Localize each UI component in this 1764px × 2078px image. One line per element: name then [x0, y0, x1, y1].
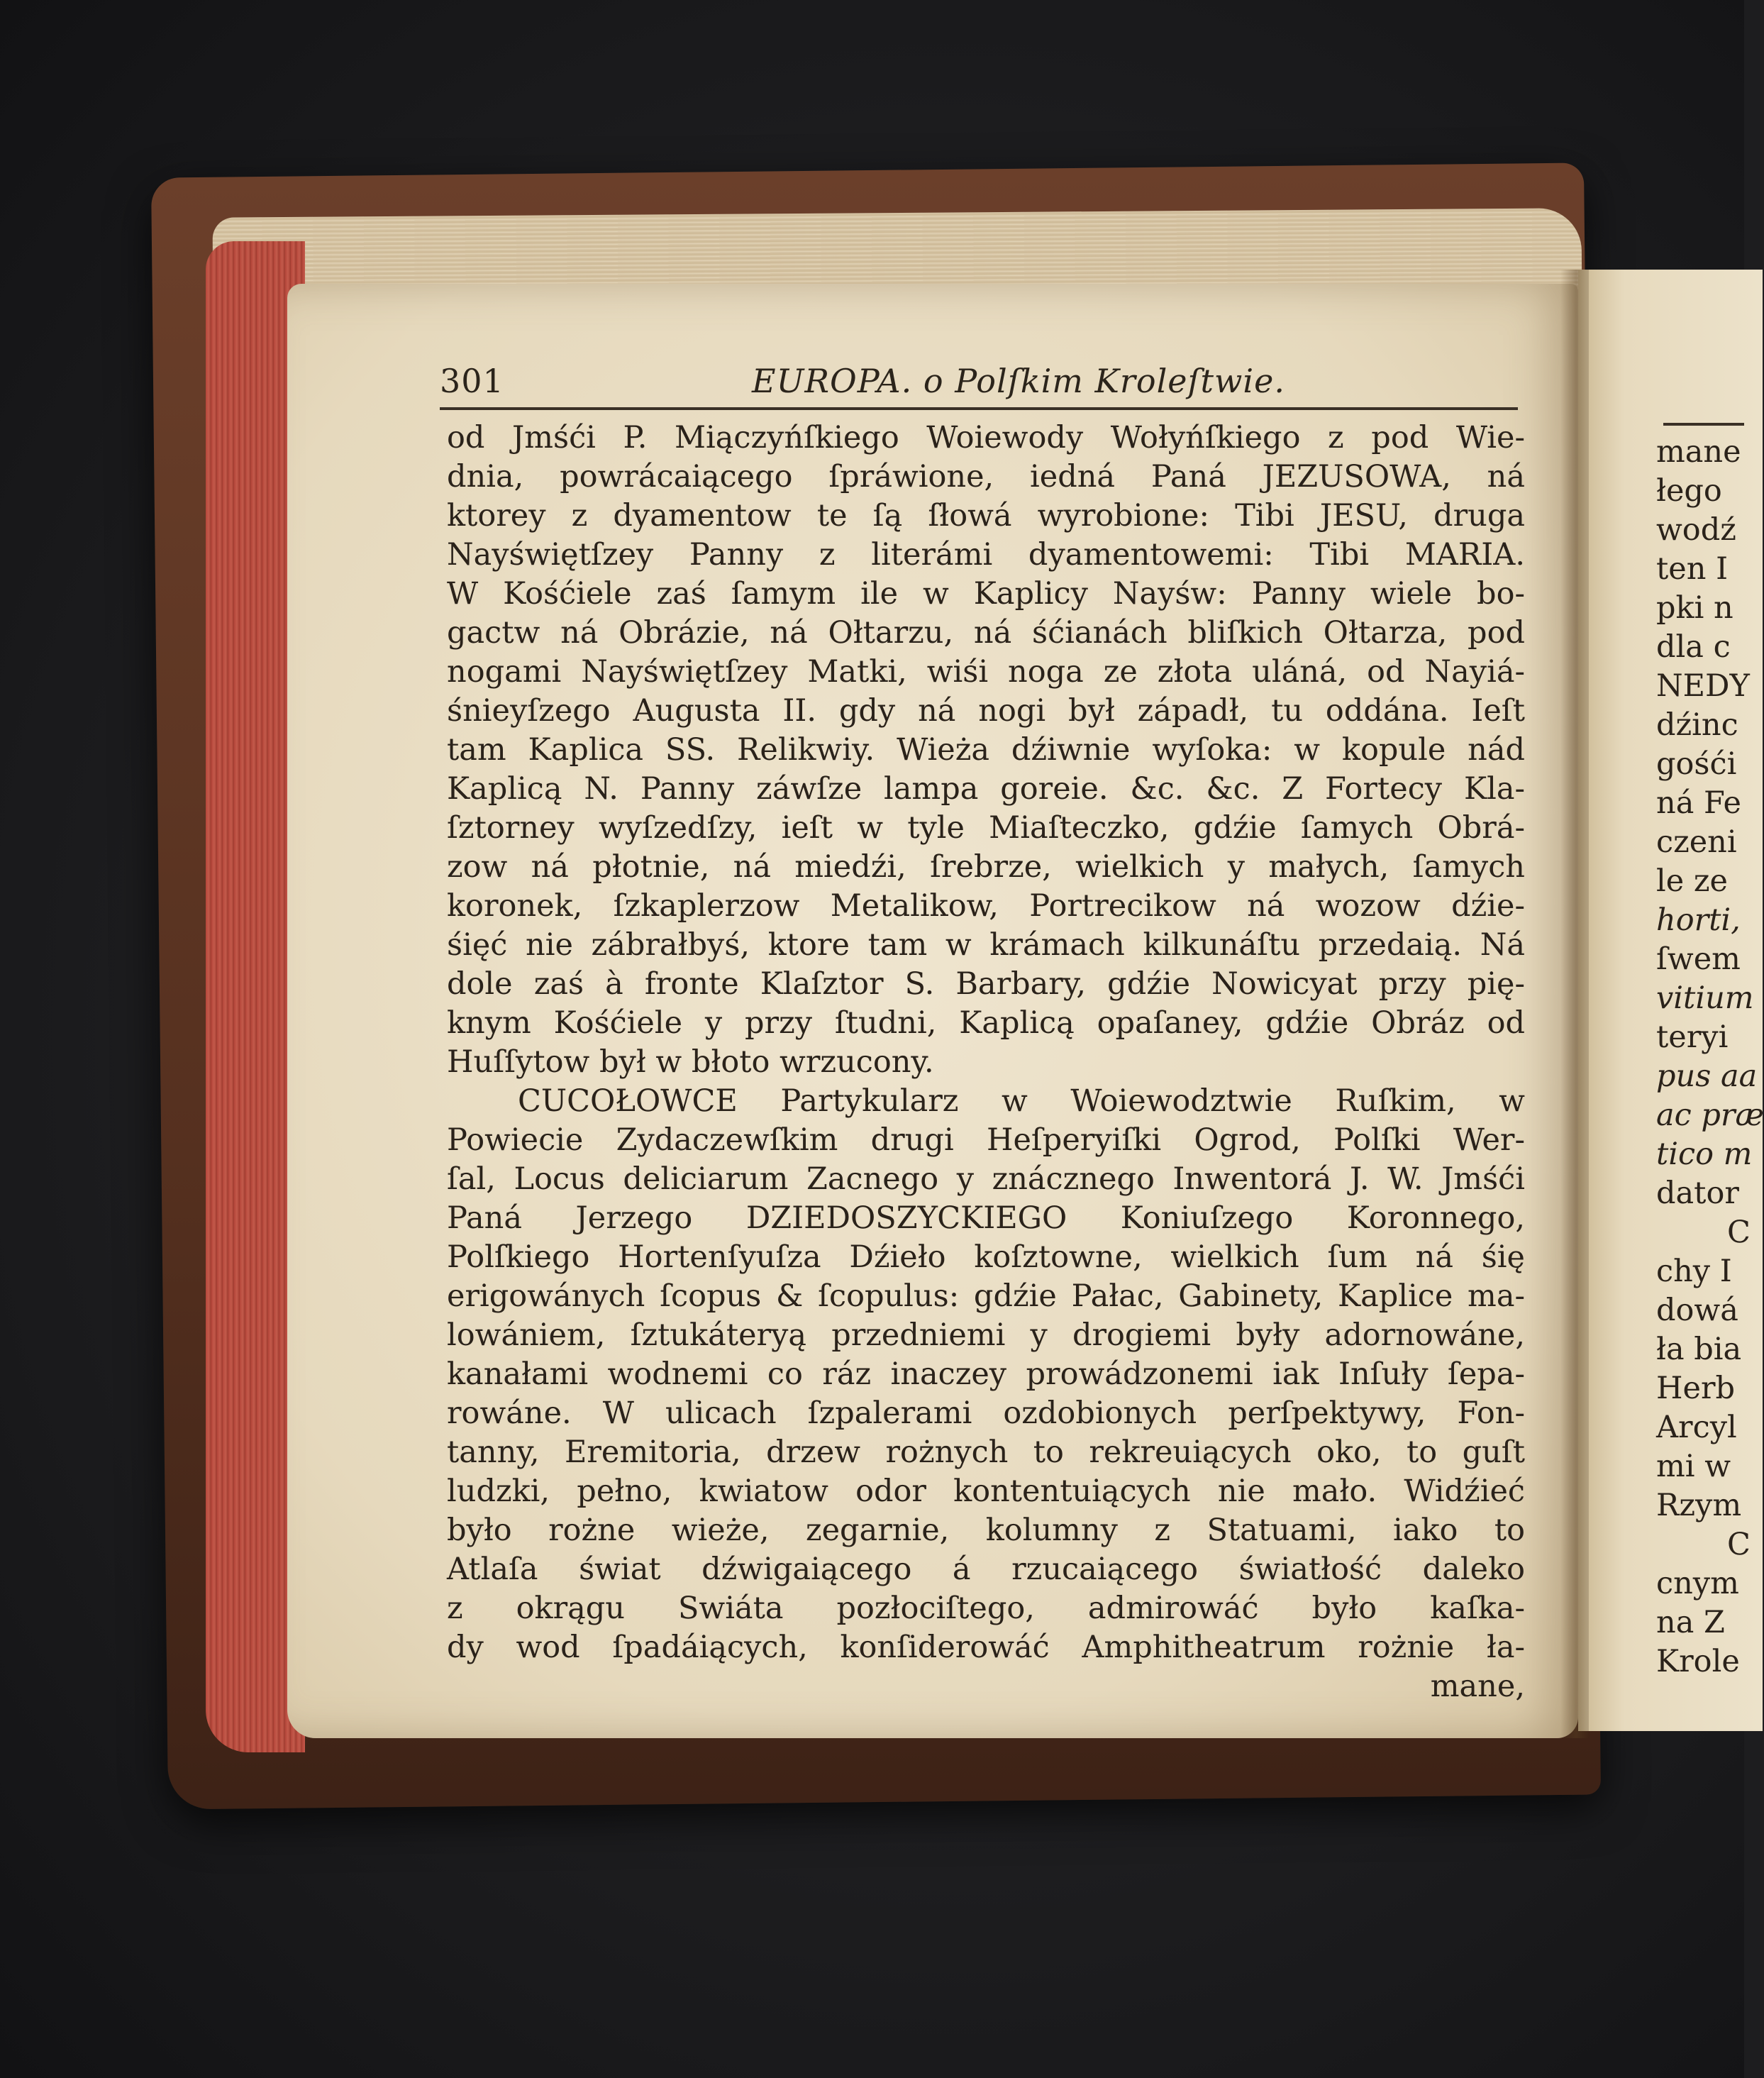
text-line: pus aa: [1656, 1059, 1758, 1094]
right-page-rule: [1663, 423, 1744, 426]
text-line: Rzym: [1656, 1488, 1742, 1523]
catchword: mane,: [1430, 1669, 1525, 1704]
page-header: [440, 362, 1546, 411]
text-line: nogami Nayświętſzey Matki, wiśi noga ze złota uláná, od Nayiá-: [447, 654, 1525, 690]
text-line: Powiecie Zydaczewſkim drugi Heſperyiſki Ogrod, Polſki Wer-: [447, 1122, 1525, 1158]
text-line: pki n: [1656, 590, 1734, 626]
text-line: ludzki, pełno, kwiatow odor kontentuiących nie mało. Widźieć: [447, 1474, 1525, 1509]
text-line: C: [1727, 1527, 1751, 1562]
text-line: było rożne wieże, zegarnie, kolumny z Statuami, iako to: [447, 1513, 1525, 1548]
text-line: tam Kaplica SS. Relikwiy. Wieża dźiwnie wyſoka: w kopule nád: [447, 732, 1525, 768]
page-number: 301: [440, 362, 504, 400]
right-page-text: [1656, 433, 1764, 1681]
text-line: ſztorney wyſzedſzy, ieſt w tyle Miaſteczko, gdźie ſamych Obrá-: [447, 810, 1525, 846]
text-line: CUCOŁOWCE Partykularz w Woiewodztwie Ruſkim, w: [518, 1083, 1525, 1119]
text-line: erigowánych ſcopus & ſcopulus: gdźie Pałac, Gabinety, Kaplice ma-: [447, 1278, 1525, 1314]
text-line: Huſſytow był w błoto wrzucony.: [447, 1044, 934, 1080]
text-line: Nayświętſzey Panny z literámi dyamentowemi: Tibi MARIA.: [447, 537, 1525, 573]
text-line: ac præ: [1656, 1098, 1764, 1133]
text-line: gośći: [1656, 746, 1737, 782]
text-line: ná Fe: [1656, 785, 1741, 821]
text-line: kanałami wodnemi co ráz inaczey prowádzonemi iak Inſuły ſepa-: [447, 1356, 1525, 1392]
text-line: W Kośćiele zaś ſamym ile w Kaplicy Nayśw: Panny wiele bo-: [447, 576, 1525, 612]
text-line: horti,: [1656, 902, 1741, 938]
text-line: od Jmśći P. Miączyńſkiego Woiewody Wołyńſkiego z pod Wie-: [447, 420, 1525, 455]
text-line: śięć nie zábrałbyś, ktore tam w krámach kilkunáſtu przedaią. Ná: [447, 927, 1525, 963]
text-line: NEDY: [1656, 668, 1750, 704]
text-line: dowá: [1656, 1293, 1738, 1328]
running-title: EUROPA. o Polſkim Kroleſtwie.: [752, 362, 1285, 400]
text-line: chy I: [1656, 1254, 1732, 1289]
text-line: dźinc: [1656, 707, 1738, 743]
text-line: ſal, Locus deliciarum Zacnego y znácznego Inwentorá J. W. Jmśći: [447, 1161, 1525, 1197]
text-line: łego: [1656, 473, 1722, 509]
text-line: Arcyl: [1656, 1410, 1737, 1445]
text-line: gactw ná Obrázie, ná Ołtarzu, ná śćianách bliſkich Ołtarza, pod: [447, 615, 1525, 651]
text-line: cnym: [1656, 1566, 1739, 1601]
text-line: wodź: [1656, 512, 1736, 548]
text-line: Atlaſa świat dźwigaiącego á rzucaiącego światłość daleko: [447, 1552, 1525, 1587]
text-line: ten I: [1656, 551, 1729, 587]
text-line: ſwem: [1656, 941, 1741, 977]
book-gutter: [1560, 270, 1589, 1738]
text-line: zow ná płotnie, ná miedźi, ſrebrze, wielkich y małych, ſamych: [447, 849, 1525, 885]
text-line: mane: [1656, 434, 1741, 470]
text-line: tanny, Eremitoria, drzew rożnych to rekreuiących oko, to guſt: [447, 1435, 1525, 1470]
text-line: dole zaś à fronte Klaſztor S. Barbary, gdźie Nowicyat przy pię-: [447, 966, 1525, 1002]
text-line: tico m: [1656, 1137, 1753, 1172]
text-line: dy wod ſpadáiących, konſiderowáć Amphitheatrum rożnie ła-: [447, 1630, 1525, 1665]
text-line: dnia, powrácaiącego ſpráwione, iedná Paná JEZUSOWA, ná: [447, 459, 1525, 494]
text-line: vitium: [1656, 980, 1754, 1016]
text-line: Paná Jerzego DZIEDOSZYCKIEGO Koniuſzego Koronnego,: [447, 1200, 1525, 1236]
text-line: ła bia: [1656, 1332, 1742, 1367]
text-line: mi w: [1656, 1449, 1731, 1484]
text-line: dator: [1656, 1176, 1739, 1211]
text-line: rowáne. W ulicach ſzpalerami ozdobionych perſpektywy, Fon-: [447, 1396, 1525, 1431]
text-line: śnieyſzego Augusta II. gdy ná nogi był západł, tu oddána. Ieſt: [447, 693, 1525, 729]
text-line: Herb: [1656, 1371, 1736, 1406]
text-line: Kaplicą N. Panny záwſze lampa goreie. &c. &c. Z Fortecy Kla-: [447, 771, 1525, 807]
text-line: dla c: [1656, 629, 1731, 665]
text-line: teryi: [1656, 1019, 1729, 1055]
header-rule: [440, 407, 1518, 410]
text-line: koronek, ſzkaplerzow Metalikow, Portrecikow ná wozow dźie-: [447, 888, 1525, 924]
text-line: Polſkiego Hortenſyuſza Dźieło koſztowne, wielkich ſum ná śię: [447, 1239, 1525, 1275]
text-line: na Z: [1656, 1605, 1725, 1640]
text-line: le ze: [1656, 863, 1728, 899]
text-line: czeni: [1656, 824, 1737, 860]
text-line: C: [1727, 1215, 1751, 1250]
text-line: ktorey z dyamentow te ſą ſłowá wyrobione: Tibi JESU, druga: [447, 498, 1525, 534]
text-line: lowániem, ſztukáteryą przedniemi y drogiemi były adornowáne,: [447, 1317, 1525, 1353]
text-line: z okrągu Swiáta pozłociſtego, admirowáć było kaſka-: [447, 1591, 1525, 1626]
left-page-text: [447, 419, 1525, 1706]
text-line: knym Kośćiele y przy ſtudni, Kaplicą opaſaney, gdźie Obráz od: [447, 1005, 1525, 1041]
text-line: Krole: [1656, 1644, 1740, 1679]
